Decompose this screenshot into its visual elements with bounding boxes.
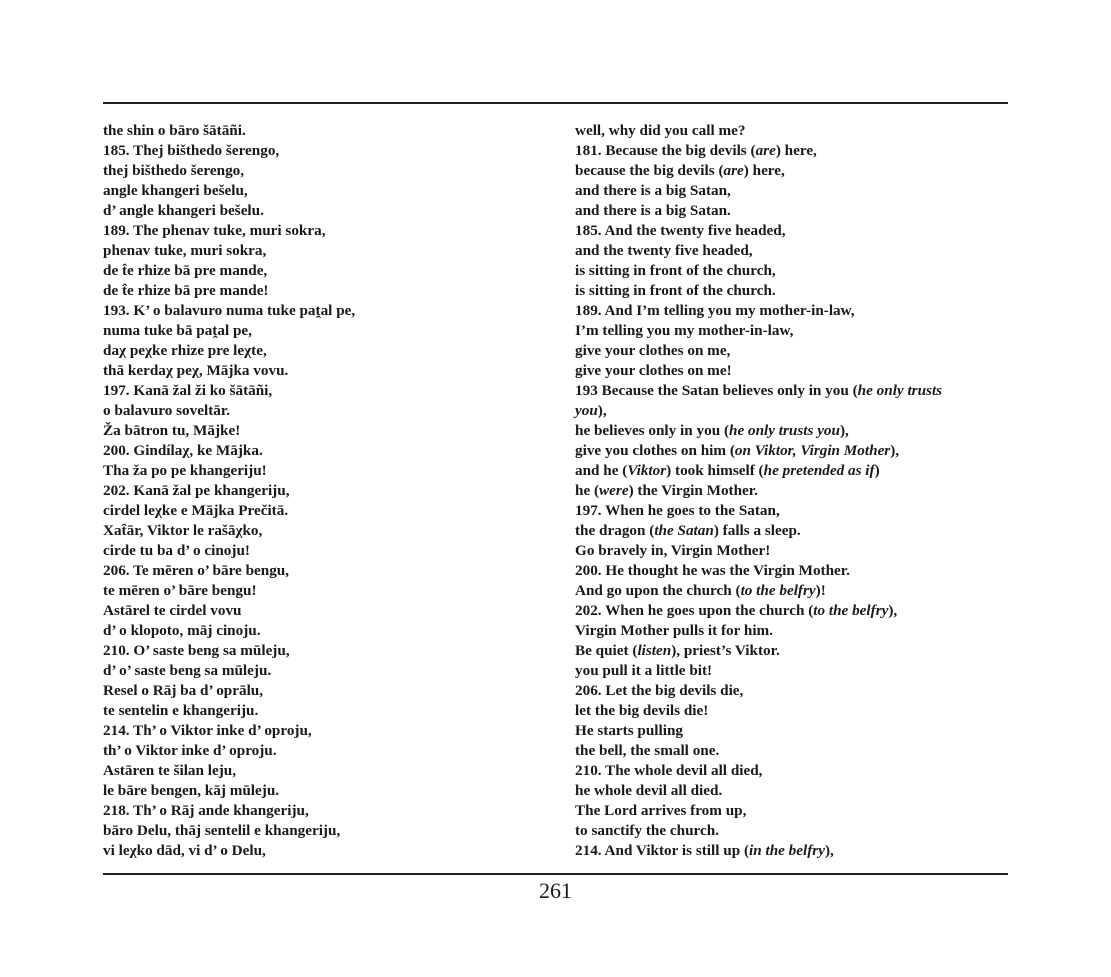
line-text: he ( xyxy=(575,482,600,499)
verse-line xyxy=(575,621,975,641)
line-text: and there is a big Satan, xyxy=(575,182,731,199)
verse-line xyxy=(575,821,975,841)
verse-line xyxy=(103,761,543,781)
italic-gloss: listen xyxy=(637,642,672,659)
line-text: 214. And Viktor is still up ( xyxy=(575,842,750,859)
verse-line xyxy=(575,441,975,461)
romani-text-column xyxy=(103,121,543,861)
verse-line xyxy=(103,521,543,541)
italic-gloss: he only trusts you xyxy=(729,422,840,439)
verse-line xyxy=(103,581,543,601)
line-text: 189. And I’m telling you my mother-in-law, xyxy=(575,302,855,319)
line-text: 206. Let the big devils die, xyxy=(575,682,744,699)
line-text: because the big devils ( xyxy=(575,162,724,179)
line-text: ) the Virgin Mother. xyxy=(628,482,758,499)
line-text: is sitting in front of the church. xyxy=(575,282,776,299)
line-text: 189. The phenav tuke, muri sokra, xyxy=(103,222,326,239)
italic-gloss: to the belfry xyxy=(740,582,816,599)
verse-line xyxy=(575,561,975,581)
verse-line xyxy=(575,601,975,621)
line-text: ) falls a sleep. xyxy=(713,522,801,539)
line-text: And go upon the church ( xyxy=(575,582,741,599)
line-text: the dragon ( xyxy=(575,522,655,539)
verse-line xyxy=(575,201,975,221)
italic-gloss: he only trusts you xyxy=(575,382,943,419)
verse-line xyxy=(575,341,975,361)
line-text: )! xyxy=(815,582,826,599)
verse-line xyxy=(103,341,543,361)
verse-line xyxy=(103,741,543,761)
verse-line xyxy=(103,821,543,841)
verse-line xyxy=(103,621,543,641)
line-text: and the twenty five headed, xyxy=(575,242,753,259)
line-text: the shin o bāro šātāñi. xyxy=(103,122,246,139)
line-text: the bell, the small one. xyxy=(575,742,720,759)
line-text: ), priest’s Viktor. xyxy=(671,642,780,659)
verse-line xyxy=(103,281,543,301)
line-text: d’ o’ saste beng sa mūleju. xyxy=(103,662,272,679)
line-text: you pull it a little bit! xyxy=(575,662,713,679)
verse-line xyxy=(575,841,975,861)
italic-gloss: were xyxy=(599,482,629,499)
line-text: vi leχko dād, vi d’ o Delu, xyxy=(103,842,266,859)
verse-line xyxy=(103,301,543,321)
line-text: give your clothes on me, xyxy=(575,342,731,359)
line-text: well, why did you call me? xyxy=(575,122,746,139)
line-text: 193. K’ o balavuro numa tuke paṱal pe, xyxy=(103,302,356,319)
line-text: cirdel leχke e Mājka Prečitā. xyxy=(103,502,289,519)
line-text: de t̂e rhize bā pre mande! xyxy=(103,282,269,299)
line-text: ), xyxy=(597,402,607,419)
line-text: ) here, xyxy=(743,162,785,179)
line-text: 200. Gindílaχ, ke Mājka. xyxy=(103,442,263,459)
verse-line xyxy=(103,481,543,501)
top-rule xyxy=(103,102,1008,104)
line-text: o balavuro soveltār. xyxy=(103,402,230,419)
verse-line xyxy=(575,581,975,601)
verse-line xyxy=(103,421,543,441)
verse-line xyxy=(575,801,975,821)
line-text: 185. Thej bišthedo šerengo, xyxy=(103,142,280,159)
page-number: 261 xyxy=(539,878,572,903)
verse-line xyxy=(575,661,975,681)
italic-gloss: Viktor xyxy=(627,462,667,479)
verse-line xyxy=(103,461,543,481)
verse-line xyxy=(103,681,543,701)
verse-line xyxy=(103,601,543,621)
line-text: 210. The whole devil all died, xyxy=(575,762,763,779)
line-text: daχ peχke rhize pre leχte, xyxy=(103,342,267,359)
verse-line xyxy=(103,381,543,401)
bottom-rule xyxy=(103,873,1008,875)
line-text: phenav tuke, muri sokra, xyxy=(103,242,267,259)
verse-line xyxy=(103,781,543,801)
verse-line xyxy=(103,561,543,581)
verse-line xyxy=(575,761,975,781)
line-text: 218. Th’ o Rāj ande khangeriju, xyxy=(103,802,309,819)
line-text: de t̂e rhize bā pre mande, xyxy=(103,262,268,279)
verse-line xyxy=(103,641,543,661)
line-text: 197. Kanā žal ži ko šātāñi, xyxy=(103,382,273,399)
verse-line xyxy=(103,141,543,161)
verse-line xyxy=(575,281,975,301)
verse-line xyxy=(575,701,975,721)
verse-line xyxy=(575,161,975,181)
line-text: ), xyxy=(824,842,834,859)
line-text: ), xyxy=(890,442,900,459)
verse-line xyxy=(103,221,543,241)
line-text: te sentelin e khangeriju. xyxy=(103,702,259,719)
line-text: Astārel te cirdel vovu xyxy=(103,602,242,619)
line-text: I’m telling you my mother-in-law, xyxy=(575,322,794,339)
verse-line xyxy=(575,501,975,521)
verse-line xyxy=(575,521,975,541)
verse-line xyxy=(103,801,543,821)
english-translation-column xyxy=(575,121,975,861)
line-text: Virgin Mother pulls it for him. xyxy=(575,622,774,639)
verse-line xyxy=(575,241,975,261)
line-text: angle khangeri bešelu, xyxy=(103,182,248,199)
verse-line xyxy=(575,421,975,441)
verse-line xyxy=(575,301,975,321)
line-text: bāro Delu, thāj sentelil e khangeriju, xyxy=(103,822,341,839)
line-text: 206. Te mēren o’ bāre bengu, xyxy=(103,562,290,579)
verse-line xyxy=(575,461,975,481)
verse-line xyxy=(103,261,543,281)
line-text: and he ( xyxy=(575,462,628,479)
line-text: d’ angle khangeri bešelu. xyxy=(103,202,264,219)
line-text: thā kerdaχ peχ, Mājka vovu. xyxy=(103,362,289,379)
verse-line xyxy=(103,361,543,381)
line-text: Resel o Rāj ba d’ oprālu, xyxy=(103,682,264,699)
line-text: he whole devil all died. xyxy=(575,782,723,799)
line-text: cirde tu ba d’ o cinoju! xyxy=(103,542,250,559)
verse-line xyxy=(575,121,975,141)
verse-line xyxy=(575,141,975,161)
verse-line xyxy=(575,181,975,201)
line-text: give you clothes on him ( xyxy=(575,442,735,459)
line-text: ), xyxy=(839,422,849,439)
line-text: ), xyxy=(888,602,898,619)
verse-line xyxy=(575,641,975,661)
line-text: Tha ža po pe khangeriju! xyxy=(103,462,267,479)
line-text: to sanctify the church. xyxy=(575,822,719,839)
verse-line xyxy=(103,201,543,221)
verse-line xyxy=(103,181,543,201)
verse-line xyxy=(575,361,975,381)
italic-gloss: he pretended as if xyxy=(763,462,875,479)
verse-line xyxy=(575,381,975,421)
line-text: 181. Because the big devils ( xyxy=(575,142,756,159)
line-text: th’ o Viktor inke d’ oproju. xyxy=(103,742,277,759)
line-text: The Lord arrives from up, xyxy=(575,802,747,819)
verse-line xyxy=(575,681,975,701)
line-text: thej bišthedo šerengo, xyxy=(103,162,245,179)
line-text: Astāren te šilan leju, xyxy=(103,762,237,779)
line-text: and there is a big Satan. xyxy=(575,202,731,219)
italic-gloss: are xyxy=(755,142,776,159)
verse-line xyxy=(575,721,975,741)
line-text: 185. And the twenty five headed, xyxy=(575,222,786,239)
line-text: 210. O’ saste beng sa mūleju, xyxy=(103,642,290,659)
verse-line xyxy=(575,481,975,501)
line-text: Xat̂ār, Viktor le rašāχko, xyxy=(103,522,263,539)
verse-line xyxy=(575,261,975,281)
line-text: Go bravely in, Virgin Mother! xyxy=(575,542,771,559)
line-text: 193 Because the Satan believes only in you ( xyxy=(575,382,858,399)
verse-line xyxy=(103,661,543,681)
verse-line xyxy=(103,401,543,421)
italic-gloss: are xyxy=(723,162,744,179)
line-text: ) took himself ( xyxy=(666,462,764,479)
verse-line xyxy=(575,741,975,761)
line-text: numa tuke bā paṱal pe, xyxy=(103,322,252,339)
line-text: let the big devils die! xyxy=(575,702,709,719)
line-text: te mēren o’ bāre bengu! xyxy=(103,582,257,599)
line-text: he believes only in you ( xyxy=(575,422,729,439)
verse-line xyxy=(575,221,975,241)
verse-line xyxy=(103,721,543,741)
line-text: is sitting in front of the church, xyxy=(575,262,776,279)
verse-line xyxy=(103,321,543,341)
line-text: ) here, xyxy=(775,142,817,159)
italic-gloss: on Viktor, Virgin Mother xyxy=(734,442,891,459)
verse-line xyxy=(103,541,543,561)
verse-line xyxy=(575,541,975,561)
line-text: ) xyxy=(874,462,880,479)
line-text: Be quiet ( xyxy=(575,642,638,659)
verse-line xyxy=(575,321,975,341)
italic-gloss: the Satan xyxy=(654,522,714,539)
verse-line xyxy=(103,121,543,141)
verse-line xyxy=(103,161,543,181)
line-text: 214. Th’ o Viktor inke d’ oproju, xyxy=(103,722,312,739)
italic-gloss: in the belfry xyxy=(749,842,825,859)
line-text: Ža bātron tu, Mājke! xyxy=(103,422,241,439)
italic-gloss: to the belfry xyxy=(813,602,889,619)
line-text: d’ o klopoto, māj cinoju. xyxy=(103,622,261,639)
line-text: 202. Kanā žal pe khangeriju, xyxy=(103,482,290,499)
line-text: 200. He thought he was the Virgin Mother. xyxy=(575,562,850,579)
verse-line xyxy=(575,781,975,801)
line-text: give your clothes on me! xyxy=(575,362,732,379)
line-text: 202. When he goes upon the church ( xyxy=(575,602,814,619)
verse-line xyxy=(103,501,543,521)
verse-line xyxy=(103,241,543,261)
verse-line xyxy=(103,441,543,461)
line-text: He starts pulling xyxy=(575,722,684,739)
line-text: 197. When he goes to the Satan, xyxy=(575,502,780,519)
line-text: le bāre bengen, kāj mūleju. xyxy=(103,782,280,799)
verse-line xyxy=(103,841,543,861)
verse-line xyxy=(103,701,543,721)
